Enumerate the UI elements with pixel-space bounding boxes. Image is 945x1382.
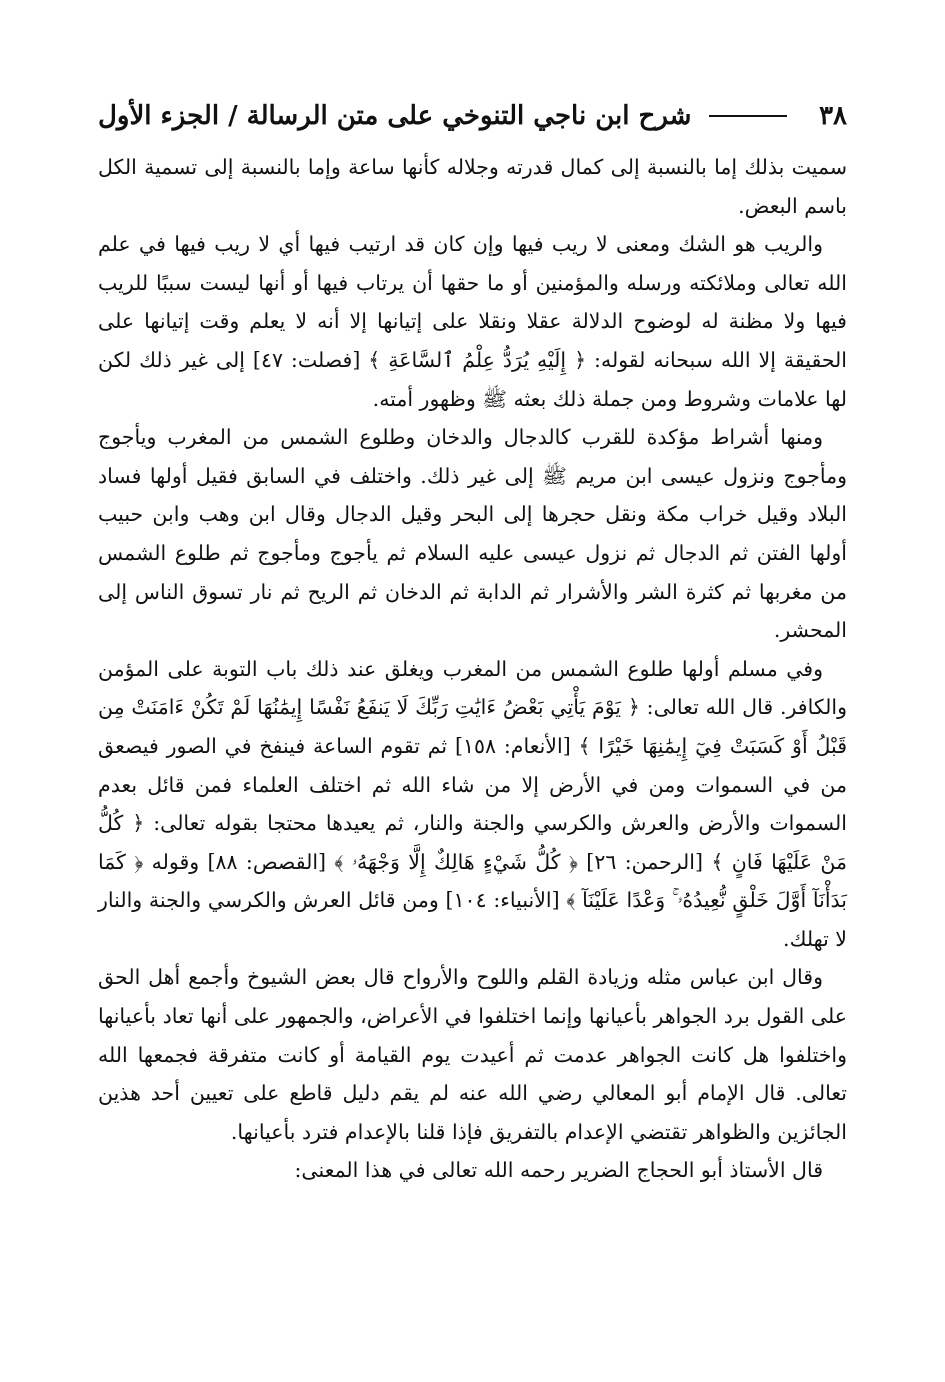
header-rule [709, 115, 787, 117]
paragraph: وقال ابن عباس مثله وزيادة القلم واللوح والأرواح قال بعض الشيوخ وأجمع أهل الحق على القول برد الجواهر بأعيانها وإنما اختلفوا في الأعراض، والجمهور على أنها تعاد بأعيانها واختلفوا هل كانت الجواهر عدمت ثم أعيدت يوم القيامة أو كانت متفرقة فجمعها الله تعالى. قال الإمام أبو المعالي رضي الله عنه لم يقم دليل قاطع على تعيين أحد هذين الجائزين والظواهر تقتضي الإعدام بالتفريق فإذا قلنا بالإعدام فترد بأعيانها. [98, 965, 847, 1144]
page-header [98, 94, 847, 138]
page-number: ٣٨ [819, 101, 847, 131]
paragraph: والريب هو الشك ومعنى لا ريب فيها وإن كان قد ارتيب فيها أي لا ريب فيها في علم الله تعالى وملائكته ورسله والمؤمنين أو ما حقها أن يرتاب فيها أو أنها ليست سببًا للريب فيها ولا مظنة له لوضوح الدلالة عقلا ونقلا على إتيانها إلا أنه لا يعلم وقت إتيانها على الحقيقة إلا الله سبحانه لقوله: ﴿ إِلَيْهِ يُرَدُّ عِلْمُ ٱلسَّاعَةِ ﴾ [فصلت: ٤٧] إلى غير ذلك لكن لها علامات وشروط ومن جملة ذلك بعثه ﷺ وظهور أمته. [98, 232, 847, 411]
paragraph: سميت بذلك إما بالنسبة إلى كمال قدرته وجلاله كأنها ساعة وإما بالنسبة إلى تسمية الكل باسم البعض. [98, 155, 847, 218]
running-title: شرح ابن ناجي التنوخي على متن الرسالة / الجزء الأول [98, 101, 692, 131]
paragraph: وفي مسلم أولها طلوع الشمس من المغرب ويغلق عند ذلك باب التوبة على المؤمن والكافر. قال الله تعالى: ﴿ يَوْمَ يَأْتِي بَعْضُ ءَايَٰتِ رَبِّكَ لَا يَنفَعُ نَفْسًا إِيمَٰنُهَا لَمْ تَكُنْ ءَامَنَتْ مِن قَبْلُ أَوْ كَسَبَتْ فِيٓ إِيمَٰنِهَا خَيْرًا ﴾ [الأنعام: ١٥٨] ثم تقوم الساعة فينفخ في الصور فيصعق من في السموات ومن في الأرض إلا من شاء الله ثم اختلف العلماء فمن قائل بعدم السموات والأرض والعرش والكرسي والجنة والنار، ثم يعيدها محتجا بقوله تعالى: ﴿ كُلُّ مَنْ عَلَيْهَا فَانٍ ﴾ [الرحمن: ٢٦] ﴿ كُلُّ شَيْءٍ هَالِكٌ إِلَّا وَجْهَهُۥ ﴾ [القصص: ٨٨] وقوله ﴿ كَمَا بَدَأْنَآ أَوَّلَ خَلْقٍ نُّعِيدُهُۥ ۚ وَعْدًا عَلَيْنَآ ﴾ [الأنبياء: ١٠٤] ومن قائل العرش والكرسي والجنة والنار لا تهلك. [98, 656, 848, 951]
paragraph: قال الأستاذ أبو الحجاج الضرير رحمه الله تعالى في هذا المعنى: [294, 1158, 823, 1183]
paragraph: ومنها أشراط مؤكدة للقرب كالدجال والدخان وطلوع الشمس من المغرب ويأجوج ومأجوج ونزول عيسى ابن مريم ﷺ إلى غير ذلك. واختلف في السابق فقيل أولها فساد البلاد وقيل خراب مكة ونقل حجرها إلى البحر وقيل الدجال وقال ابن وهب وابن حبيب أولها الفتن ثم الدجال ثم نزول عيسى عليه السلام ثم يأجوج ومأجوج ثم طلوع الشمس من مغربها ثم كثرة الشر والأشرار ثم الدابة ثم الدخان ثم الريح ثم نار تسوق الناس إلى المحشر. [98, 425, 847, 643]
body-text [98, 148, 847, 1342]
